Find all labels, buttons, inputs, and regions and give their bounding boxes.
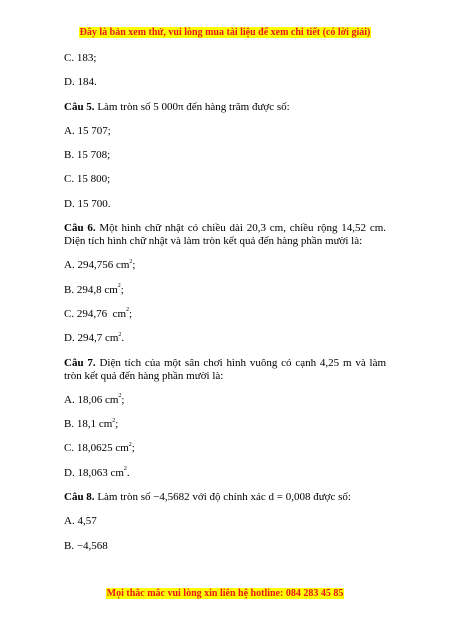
- question-8-text: Làm tròn số −4,5682 với độ chính xác d = 0,008 được số:: [97, 491, 351, 504]
- q6-option-b-exponent: 2: [117, 283, 121, 290]
- q6-option-d-text: D. 294,7 cm: [64, 332, 119, 345]
- q7-option-c-exponent: 2: [128, 441, 132, 448]
- q7-option-a-end: ;: [121, 393, 125, 406]
- q7-option-d: [64, 467, 386, 480]
- q7-option-b-exponent: 2: [112, 417, 116, 424]
- q7-option-a: [64, 394, 386, 407]
- question-8-label: Câu 8.: [64, 491, 95, 504]
- option-c-prev: C. 183;: [64, 52, 97, 64]
- hotline-banner-text: Mọi thắc mắc vui lòng xin liên hệ hotline: 084 283 45 85: [106, 588, 344, 599]
- q6-option-a-exponent: 2: [129, 258, 133, 265]
- q7-option-b-end: ;: [115, 418, 119, 431]
- q7-option-a-text: A. 18,06 cm: [64, 393, 119, 406]
- q8-option-a: A. 4,57: [64, 515, 97, 528]
- q5-option-c: C. 15 800;: [64, 173, 111, 186]
- question-5-label: Câu 5.: [64, 100, 95, 113]
- q6-option-c-end: ;: [129, 307, 133, 320]
- document-body: [64, 52, 386, 564]
- q6-option-c: [64, 308, 386, 321]
- q7-option-b: [64, 418, 386, 431]
- question-5: [64, 101, 386, 114]
- question-5-text: Làm tròn số 5 000π đến hàng trăm được số:: [97, 100, 290, 113]
- q5-option-b: B. 15 708;: [64, 149, 111, 162]
- q7-option-d-text: D. 18,063 cm: [64, 466, 124, 479]
- preview-banner: [0, 27, 450, 38]
- q7-option-a-exponent: 2: [118, 393, 122, 400]
- q6-option-c-text: C. 294,76 cm: [64, 307, 127, 320]
- question-7: [64, 357, 386, 383]
- q6-option-b-text: B. 294,8 cm: [64, 283, 118, 296]
- q6-option-c-exponent: 2: [126, 307, 130, 314]
- q5-option-a: A. 15 707;: [64, 124, 111, 137]
- hotline-banner: [0, 588, 450, 599]
- q5-option-d: D. 15 700.: [64, 197, 111, 210]
- q6-option-a-text: A. 294,756 cm: [64, 259, 130, 272]
- q6-option-d-exponent: 2: [118, 331, 122, 338]
- q7-option-c-text: C. 18,0625 cm: [64, 442, 129, 455]
- q7-option-c-end: ;: [131, 442, 135, 455]
- preview-banner-text: Đây là bản xem thử, vui lòng mua tài liệu để xem chi tiết (có lời giải): [79, 27, 371, 38]
- question-8: [64, 491, 386, 504]
- q7-option-d-end: .: [126, 466, 130, 479]
- question-6: [64, 222, 386, 248]
- question-7-text: Diện tích của một sân chơi hình vuông có cạnh 4,25 m và làm tròn kết quả đến hàng phần mười là:: [64, 356, 387, 382]
- q8-option-b: B. −4,568: [64, 539, 108, 552]
- q6-option-a-end: ;: [132, 259, 136, 272]
- q6-option-d-end: .: [121, 332, 125, 345]
- q6-option-d: [64, 332, 386, 345]
- q6-option-a: [64, 259, 386, 272]
- q7-option-b-text: B. 18,1 cm: [64, 418, 113, 431]
- question-7-label: Câu 7.: [64, 356, 96, 369]
- q7-option-c: [64, 442, 386, 455]
- q6-option-b: [64, 284, 386, 297]
- q6-option-b-end: ;: [120, 283, 124, 296]
- option-d-prev: D. 184.: [64, 76, 97, 89]
- q7-option-d-exponent: 2: [123, 466, 127, 473]
- question-6-text: Một hình chữ nhật có chiều dài 20,3 cm, chiều rộng 14,52 cm. Diện tích hình chữ nhật và làm tròn kết quả đến hàng phần mười là:: [64, 222, 387, 248]
- question-6-label: Câu 6.: [64, 222, 96, 235]
